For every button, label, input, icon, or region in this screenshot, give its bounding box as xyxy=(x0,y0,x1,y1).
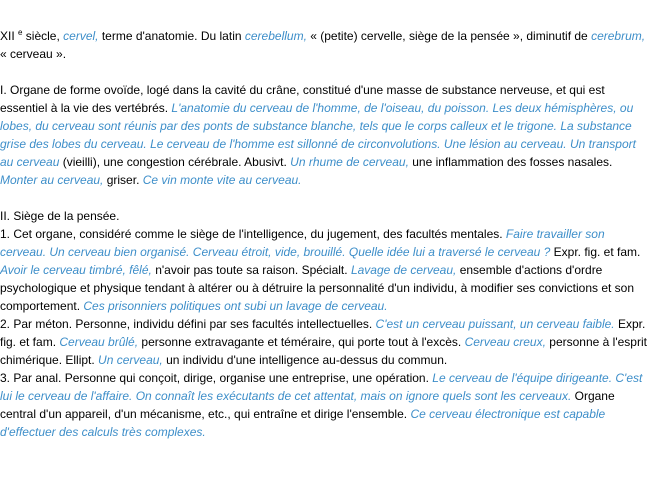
spacer xyxy=(0,63,652,81)
example-text: Monter au cerveau, xyxy=(0,173,104,187)
example-text: cervel, xyxy=(63,29,99,43)
example-text: C'est un cerveau puissant, un cerveau faible. xyxy=(375,317,615,331)
definition-2-2: 2. Par méton. Personne, individu défini par ses facultés intellectuelles. C'est un cerveau puissant, un cerveau faible. Expr. fig. et fam. Cerveau brûlé, personne extravagante et téméraire, qui porte tout à l'excès. Cerveau creux, personne à l'esprit chimérique. Ellipt. Un cerveau, un individu d'une intelligence au-dessus du commun. xyxy=(0,317,647,367)
example-text: Un rhume de cerveau, xyxy=(290,155,409,169)
century-roman: XII xyxy=(0,29,15,43)
example-text: Cerveau creux, xyxy=(464,335,546,349)
definition-2-1: 1. Cet organe, considéré comme le siège de l'intelligence, du jugement, des facultés mentales. Faire travailler son cerveau. Un cerveau bien organisé. Cerveau étroit, vide, brouillé. Quelle idée lui a traversé le cerveau ? Expr. fig. et fam. Avoir le cerveau timbré, fêlé, n'avoir pas toute sa raison. Spécialt. Lavage de cerveau, ensemble d'actions d'ordre psychologique et physique tendant à altérer ou à détruire la personnalité d'un individu, à modifier ses convictions et son comportement. Ces prisonniers politiques ont subi un lavage de cerveau. xyxy=(0,227,641,313)
example-text: Ce cerveau électronique est capable d'effectuer des calculs très complexes. xyxy=(0,407,606,439)
spacer xyxy=(0,189,652,207)
example-text: cerebellum, xyxy=(244,29,307,43)
example-text: Le cerveau de l'équipe dirigeante. C'est lui le cerveau de l'affaire. On connaît les exécutants de cet attentat, mais on ignore quels sont les cerveaux. xyxy=(0,371,643,403)
century-superscript: e xyxy=(18,28,23,37)
definition-2-3: 3. Par anal. Personne qui conçoit, dirige, organise une entreprise, une opération. Le cerveau de l'équipe dirigeante. C'est lui le cerveau de l'affaire. On connaît les exécutants de cet attentat, mais on ignore quels sont les cerveaux. Organe central d'un appareil, d'un mécanisme, etc., qui entraîne et dirige l'ensemble. Ce cerveau électronique est capable d'effectuer des calculs très complexes. xyxy=(0,371,643,439)
example-text: cerebrum, xyxy=(591,29,646,43)
example-text: Faire travailler son cerveau. Un cerveau bien organisé. Cerveau étroit, vide, brouillé. Quelle idée lui a traversé le cerveau ? xyxy=(0,227,605,259)
etymology-paragraph: XII $^e$ siècle, cervel, terme d'anatomie. Du latin cerebellum, « (petite) cervelle, siège de la pensée », diminutif de cerebrum, « cerveau ». xyxy=(0,28,646,61)
example-text: Un cerveau, xyxy=(98,353,163,367)
definition-article xyxy=(0,27,652,441)
example-text: Lavage de cerveau, xyxy=(350,263,457,277)
example-text: Avoir le cerveau timbré, fêlé, xyxy=(0,263,152,277)
example-text: L'anatomie du cerveau de l'homme, de l'oiseau, du poisson. Les deux hémisphères, ou lobes, du cerveau sont réunis par des ponts de substance blanche, tels que le corps calleux et le trigone. La substance grise des lobes du cerveau. Le cerveau de l'homme est sillonné de circonvolutions. Une lésion au cerveau. Un transport au cerveau xyxy=(0,101,636,169)
section-1-paragraph: I. Organe de forme ovoïde, logé dans la cavité du crâne, constitué d'une masse de substance nerveuse, et qui est essentiel à la vie des vertébrés. L'anatomie du cerveau de l'homme, de l'oiseau, du poisson. Les deux hémisphères, ou lobes, du cerveau sont réunis par des ponts de substance blanche, tels que le corps calleux et le trigone. La substance grise des lobes du cerveau. Le cerveau de l'homme est sillonné de circonvolutions. Une lésion au cerveau. Un transport au cerveau (vieilli), une congestion cérébrale. Abusivt. Un rhume de cerveau, une inflammation des fosses nasales. Monter au cerveau, griser. Ce vin monte vite au cerveau. xyxy=(0,83,636,187)
example-text: Ces prisonniers politiques ont subi un lavage de cerveau. xyxy=(83,299,388,313)
example-text: Cerveau brûlé, xyxy=(59,335,139,349)
section-2-heading: II. Siège de la pensée. xyxy=(0,209,120,223)
example-text: Ce vin monte vite au cerveau. xyxy=(142,173,302,187)
